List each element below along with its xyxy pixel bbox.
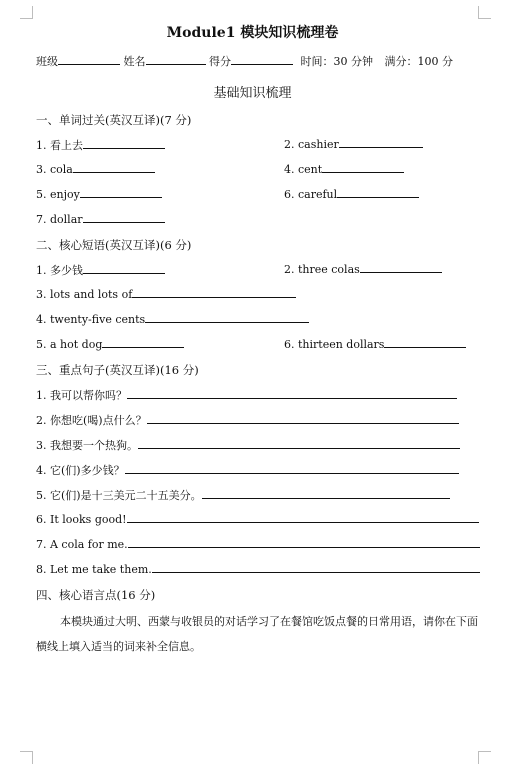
answer-blank[interactable] [102, 337, 184, 348]
question-item: 3. 我想要一个热狗。 [36, 437, 460, 453]
class-blank[interactable] [58, 54, 120, 65]
student-info-line [36, 53, 453, 69]
crop-mark [20, 751, 33, 764]
answer-blank[interactable] [384, 337, 466, 348]
name-label: 姓名 [123, 55, 146, 68]
section-subtitle: 基础知识梳理 [213, 86, 292, 101]
answer-blank[interactable] [147, 413, 459, 424]
question-item: 1. 我可以帮你吗？ [36, 387, 457, 403]
answer-blank[interactable] [138, 438, 460, 449]
answer-blank[interactable] [83, 138, 165, 149]
crop-mark [478, 751, 491, 764]
question-item: 5. enjoy [36, 187, 162, 201]
answer-blank[interactable] [127, 388, 457, 399]
answer-blank[interactable] [83, 212, 165, 223]
answer-blank[interactable] [127, 512, 479, 523]
answer-blank[interactable] [360, 262, 442, 273]
question-item: 6. It looks good! [36, 512, 479, 526]
answer-blank[interactable] [83, 263, 165, 274]
question-item: 4. cent [284, 162, 404, 176]
answer-blank[interactable] [337, 187, 419, 198]
question-item: 6. thirteen dollars [284, 337, 466, 351]
answer-blank[interactable] [145, 312, 309, 323]
crop-mark [478, 6, 491, 19]
score-label: 得分 [209, 55, 231, 68]
question-item: 8. Let me take them. [36, 562, 480, 576]
answer-blank[interactable] [132, 287, 296, 298]
section-heading: 一、单词过关(英汉互译)(7 分) [36, 113, 192, 127]
answer-blank[interactable] [80, 187, 162, 198]
question-item: 6. careful [284, 187, 419, 201]
question-item: 4. 它(们)多少钱？ [36, 462, 459, 478]
full-score-label: 满分：100 分 [384, 55, 453, 68]
question-item: 7. dollar [36, 212, 165, 226]
answer-blank[interactable] [128, 537, 480, 548]
document-title: Module1 模块知识梳理卷 [166, 25, 339, 41]
question-item: 2. 你想吃(喝)点什么？ [36, 412, 459, 428]
question-item: 2. cashier [284, 137, 423, 151]
question-item: 4. twenty-five cents [36, 312, 309, 326]
question-item: 2. three colas [284, 262, 442, 276]
section-heading: 三、重点句子(英汉互译)(16 分) [36, 363, 199, 377]
answer-blank[interactable] [339, 137, 423, 148]
instruction-paragraph: 本模块通过大明、西蒙与收银员的对话学习了在餐馆吃饭点餐的日常用语，请你在下面横线上填入适当的词来补全信息。 [36, 615, 478, 653]
answer-blank[interactable] [125, 463, 459, 474]
question-item: 7. A cola for me. [36, 537, 480, 551]
answer-blank[interactable] [202, 488, 450, 499]
question-item: 5. a hot dog [36, 337, 184, 351]
section-heading: 四、核心语言点(16 分) [36, 588, 156, 602]
time-label: 时间：30 分钟 [300, 55, 373, 68]
name-blank[interactable] [146, 54, 206, 65]
answer-blank[interactable] [322, 162, 404, 173]
question-item: 5. 它(们)是十三美元二十五美分。 [36, 487, 450, 503]
question-item: 1. 多少钱 [36, 262, 165, 278]
question-item: 1. 看上去 [36, 137, 165, 153]
section-heading: 二、核心短语(英汉互译)(6 分) [36, 238, 192, 252]
answer-blank[interactable] [152, 562, 480, 573]
score-blank[interactable] [231, 54, 293, 65]
question-item: 3. lots and lots of [36, 287, 296, 301]
question-item: 3. cola [36, 162, 155, 176]
answer-blank[interactable] [73, 162, 155, 173]
class-label: 班级 [36, 55, 58, 68]
crop-mark [20, 6, 33, 19]
